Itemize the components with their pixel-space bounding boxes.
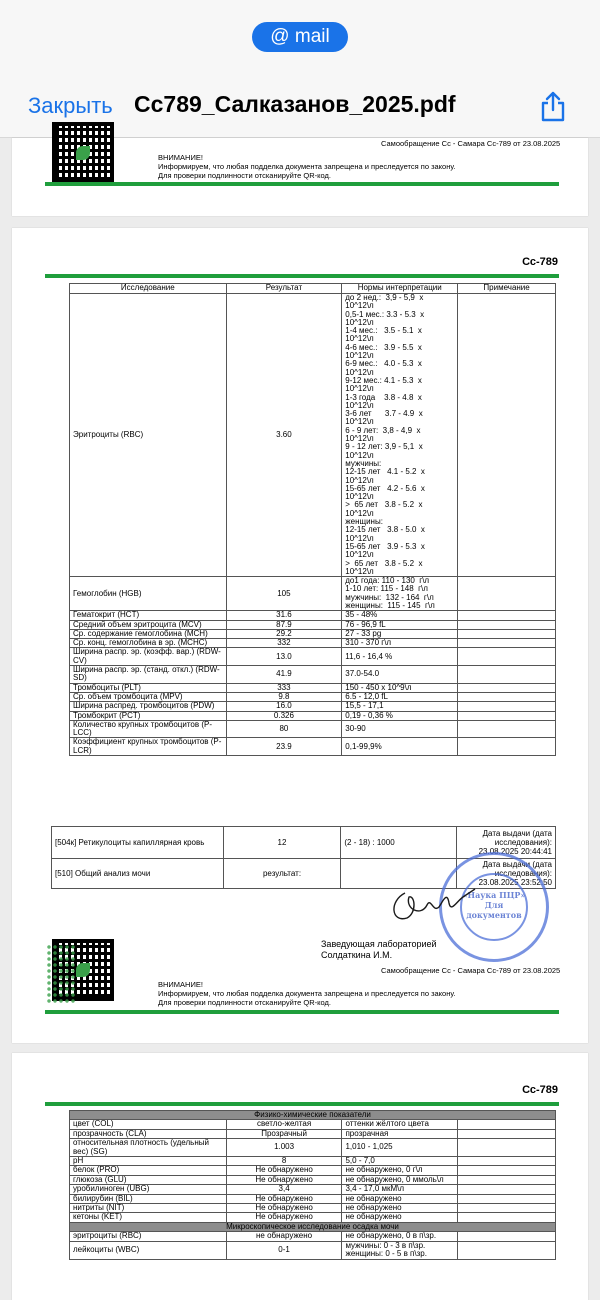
test-norm: 30-90 <box>342 720 458 738</box>
test-norm: мужчины: 0 - 3 в п\зр. женщины: 0 - 5 в п\зр. <box>342 1241 458 1259</box>
test-norm: оттенки жёлтого цвета <box>342 1120 458 1129</box>
test-value: 29.2 <box>226 629 342 638</box>
test-value: Не обнаружено <box>226 1204 342 1213</box>
test-norm: 76 - 96,9 fL <box>342 620 458 629</box>
test-name: цвет (COL) <box>70 1120 227 1129</box>
test-value: 8 <box>226 1157 342 1166</box>
test-value: Не обнаружено <box>226 1194 342 1203</box>
test-value: не обнаружено <box>226 1232 342 1241</box>
test-norm: (2 - 18) : 1000 <box>341 827 457 859</box>
table-row <box>70 1120 556 1129</box>
warning-line: Для проверки подлинности отсканируйте QR-код. <box>158 998 331 1007</box>
test-norm: до 2 нед.: 3,9 - 5,9 х 10^12\л 0,5-1 мес.: 3.3 - 5.3 х 10^12\л 1-4 мес.: 3.5 - 5.1 х 10^12\л 4-6 мес.: 3.9 - 5.5 х 10^12\л 6-9 мес.: 4.0 - 5.3 х 10^12\л 9-12 мес.: 4.1 - 5.3 х 10^12\л 1-3 года 3.8 - 4.8 х 10^12\л 3-6 лет 3.7 - 4.9 х 10^12\л 6 - 9 лет: 3,8 - 4,9 х 10^12\л 9 - 12 лет: 3,9 - 5,1 х 10^12\л мужчины: 12-15 лет 4.1 - 5.2 х 10^12\л 15-65 лет 4.2 - 5.6 х 10^12\л > 65 лет 3.8 - 5.2 х 10^12\л женщины: 12-15 лет 3.8 - 5.0 х 10^12\л 15-65 лет 3.9 - 5.3 х 10^12\л > 65 лет 3.8 - 5.2 х 10^12\л <box>342 294 458 577</box>
test-norm: не обнаружено <box>342 1204 458 1213</box>
test-name: Коэффициент крупных тромбоцитов (P-LCR) <box>70 738 227 756</box>
table-row <box>70 1139 556 1157</box>
test-value: 23.9 <box>226 738 342 756</box>
column-header: Нормы интерпретации <box>342 284 458 294</box>
test-name: эритроциты (RBC) <box>70 1232 227 1241</box>
column-header: Примечание <box>458 284 556 294</box>
test-name: белок (PRO) <box>70 1166 227 1175</box>
test-norm: 150 - 450 х 10^9\л <box>342 683 458 692</box>
signature <box>387 883 477 928</box>
section-row <box>70 1111 556 1120</box>
mail-app-pill[interactable]: @ mail <box>252 22 348 52</box>
test-name: лейкоциты (WBC) <box>70 1241 227 1259</box>
section-title: Физико-химические показатели <box>70 1111 556 1120</box>
test-name: Ширина распр. эр. (станд. откл.) (RDW-SD) <box>70 666 227 684</box>
table-row <box>70 1241 556 1259</box>
table-row <box>70 702 556 711</box>
warning-text <box>158 153 455 180</box>
test-norm: 0,1-99,9% <box>342 738 458 756</box>
test-value: 13.0 <box>226 648 342 666</box>
test-value: 41.9 <box>226 666 342 684</box>
green-divider <box>45 1102 559 1106</box>
test-name: глюкоза (GLU) <box>70 1175 227 1184</box>
head-signature-block <box>321 939 437 961</box>
warning-title: ВНИМАНИЕ! <box>158 980 203 989</box>
test-value: светло-желтая <box>226 1120 342 1129</box>
pdf-page-3 <box>12 1053 588 1300</box>
test-name: Ср. содержание гемоглобина (MCH) <box>70 629 227 638</box>
top-status-bar <box>0 0 600 70</box>
test-name: Тромбоциты (PLT) <box>70 683 227 692</box>
column-header: Исследование <box>70 284 227 294</box>
test-value: 333 <box>226 683 342 692</box>
warning-text <box>158 980 455 1007</box>
test-value: 0.326 <box>226 711 342 720</box>
warning-line: Для проверки подлинности отсканируйте QR-код. <box>158 171 331 180</box>
test-name: прозрачность (CLA) <box>70 1129 227 1138</box>
test-value: 9.8 <box>226 692 342 701</box>
close-button[interactable]: Закрыть <box>28 93 113 118</box>
table-row <box>70 294 556 577</box>
test-value: 80 <box>226 720 342 738</box>
table-row <box>70 720 556 738</box>
test-norm: не обнаружено, 0 в п\зр. <box>342 1232 458 1241</box>
test-norm: 3,4 - 17,0 мкМ\л <box>342 1185 458 1194</box>
warning-line: Информируем, что любая подделка документа запрещена и преследуется по закону. <box>158 162 456 171</box>
test-name: Ср. конц. гемоглобина в эр. (MCHC) <box>70 639 227 648</box>
test-name: билирубин (BIL) <box>70 1194 227 1203</box>
test-norm: не обнаружено <box>342 1194 458 1203</box>
test-name: Ширина распред. тромбоцитов (PDW) <box>70 702 227 711</box>
document-code: Сс-789 <box>522 1084 558 1096</box>
self-referral-note: Самообращение Сс - Самара Сс-789 от 23.08.2025 <box>381 139 561 148</box>
test-value: 332 <box>226 639 342 648</box>
table-row <box>70 1213 556 1222</box>
test-value: Не обнаружено <box>226 1166 342 1175</box>
test-norm: прозрачная <box>342 1129 458 1138</box>
green-divider <box>45 274 559 278</box>
test-value: 16.0 <box>226 702 342 711</box>
warning-title: ВНИМАНИЕ! <box>158 153 203 162</box>
table-row <box>70 1185 556 1194</box>
test-name: Эритроциты (RBC) <box>70 294 227 577</box>
test-norm: не обнаружено <box>342 1213 458 1222</box>
blood-results-table <box>69 283 556 756</box>
stamp-text: «Наука ПЦР» Для документов <box>460 873 528 941</box>
table-row <box>70 666 556 684</box>
test-value: 3.60 <box>226 294 342 577</box>
test-value: 105 <box>226 577 342 611</box>
test-norm: 0,19 - 0,36 % <box>342 711 458 720</box>
urine-rows <box>70 1120 556 1222</box>
test-name: Ширина распр. эр. (коэфф. вар.) (RDW-CV) <box>70 648 227 666</box>
test-name: [504к] Ретикулоциты капиллярная кровь <box>52 827 224 859</box>
pdf-page-1 <box>12 138 588 216</box>
test-value: 12 <box>223 827 341 859</box>
table-row <box>70 738 556 756</box>
section-row <box>70 1222 556 1231</box>
test-value: 3,4 <box>226 1185 342 1194</box>
self-referral-note: Самообращение Сс - Самара Сс-789 от 23.08.2025 <box>381 966 561 975</box>
test-norm: 27 - 33 pg <box>342 629 458 638</box>
warning-line: Информируем, что любая подделка документа запрещена и преследуется по закону. <box>158 989 456 998</box>
green-divider <box>45 182 559 186</box>
test-name: Количество крупных тромбоцитов (P-LCC) <box>70 720 227 738</box>
test-norm: 35 - 48% <box>342 611 458 620</box>
test-norm: не обнаружено, 0 г\л <box>342 1166 458 1175</box>
test-norm: 15,5 - 17,1 <box>342 702 458 711</box>
share-icon[interactable] <box>538 90 568 122</box>
test-norm: 11,6 - 16,4 % <box>342 648 458 666</box>
green-divider <box>45 1010 559 1014</box>
table-row <box>70 577 556 611</box>
test-name: Гематокрит (HCT) <box>70 611 227 620</box>
test-value: Не обнаружено <box>226 1213 342 1222</box>
test-norm: 6.5 - 12,0 fL <box>342 692 458 701</box>
test-norm: до1 года: 110 - 130 г\л 1-10 лет: 115 - 148 г\л мужчины: 132 - 164 г\л женщины: 115 - 145 г\л <box>342 577 458 611</box>
head-name: Солдаткина И.М. <box>321 950 393 960</box>
test-norm: 1,010 - 1,025 <box>342 1139 458 1157</box>
test-name: [510] Общий анализ мочи <box>52 859 224 889</box>
document-code: Сс-789 <box>522 256 558 268</box>
test-value: Прозрачный <box>226 1129 342 1138</box>
head-title: Заведующая лабораторией <box>321 939 437 949</box>
test-name: уробилиноген (UBG) <box>70 1185 227 1194</box>
test-value: Не обнаружено <box>226 1175 342 1184</box>
pdf-page-2 <box>12 228 588 1043</box>
blood-rows <box>70 611 556 756</box>
qr-code <box>52 122 114 184</box>
test-norm: не обнаружено, 0 ммоль\л <box>342 1175 458 1184</box>
table-row <box>70 711 556 720</box>
urine-rows-2 <box>70 1232 556 1259</box>
table-row <box>70 648 556 666</box>
test-norm: 37.0-54.0 <box>342 666 458 684</box>
table-header-row <box>70 284 556 294</box>
issue-date: Дата выдачи (дата исследования): 23.08.2025 23:52:50 <box>457 859 556 889</box>
urine-results-table <box>69 1110 556 1260</box>
document-title: Cc789_Салказанов_2025.pdf <box>134 91 456 117</box>
decorative-dots <box>46 944 76 1004</box>
test-name: относительная плотность (удельный вес) (SG) <box>70 1139 227 1157</box>
test-name: Тромбокрит (PCT) <box>70 711 227 720</box>
test-name: Ср. объем тромбоцита (MPV) <box>70 692 227 701</box>
test-norm: 5,0 - 7,0 <box>342 1157 458 1166</box>
table-row <box>70 1166 556 1175</box>
test-name: Средний объем эритроцита (MCV) <box>70 620 227 629</box>
test-name: нитриты (NIT) <box>70 1204 227 1213</box>
table-row <box>70 1232 556 1241</box>
test-name: pH <box>70 1157 227 1166</box>
test-name: кетоны (KET) <box>70 1213 227 1222</box>
test-value: 31.6 <box>226 611 342 620</box>
section-title: Микроскопическое исследование осадка мочи <box>70 1222 556 1231</box>
table-row <box>70 611 556 620</box>
test-value: 1.003 <box>226 1139 342 1157</box>
issue-date: Дата выдачи (дата исследования): 23.08.2025 20:44:41 <box>457 827 556 859</box>
column-header: Результат <box>226 284 342 294</box>
table-row <box>70 620 556 629</box>
test-value: результат: <box>223 859 341 889</box>
test-value: 87.9 <box>226 620 342 629</box>
test-name: Гемоглобин (HGB) <box>70 577 227 611</box>
test-value: 0-1 <box>226 1241 342 1259</box>
test-norm: 310 - 370 г\л <box>342 639 458 648</box>
